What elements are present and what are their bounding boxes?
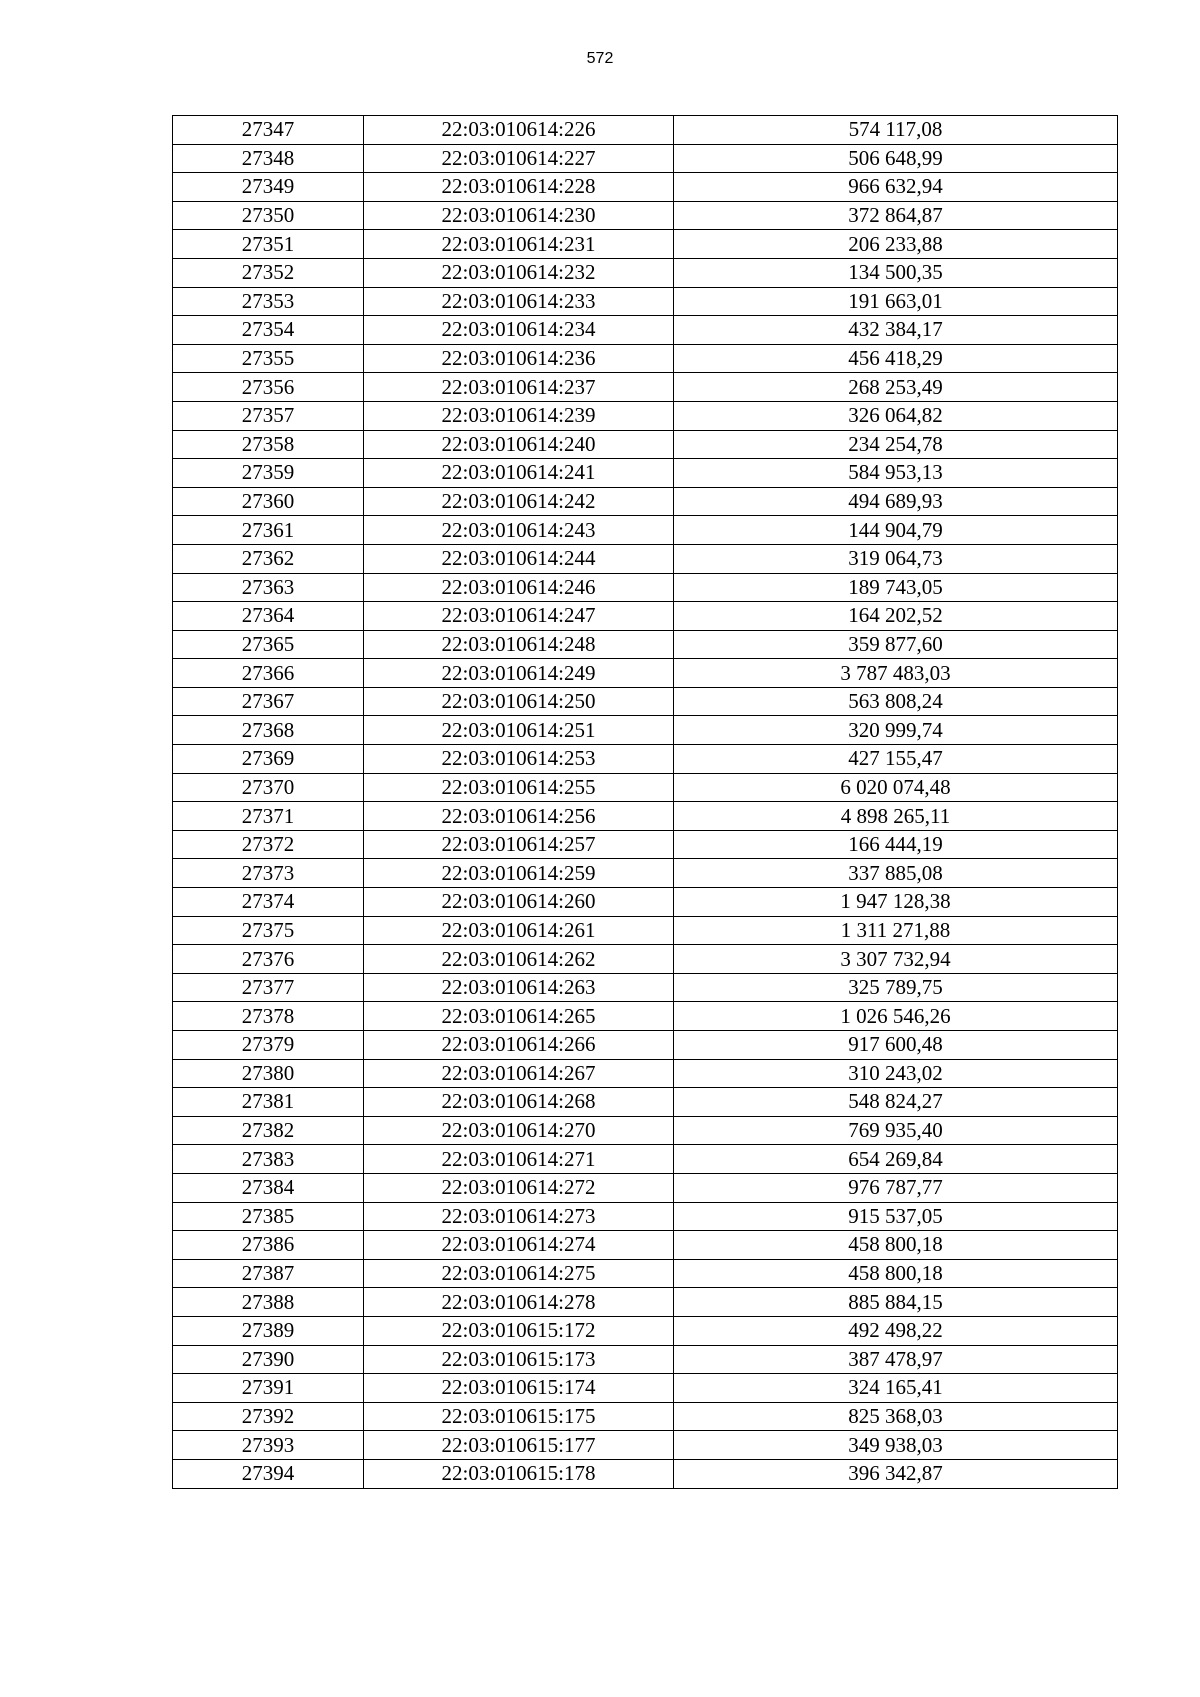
- cadastral-number-cell: 22:03:010614:255: [364, 773, 674, 802]
- table-row: [173, 716, 1118, 745]
- cadastral-number-cell: 22:03:010614:265: [364, 1002, 674, 1031]
- cadastral-number-cell: 22:03:010614:227: [364, 144, 674, 173]
- value-cell: 326 064,82: [674, 401, 1118, 430]
- value-cell: 915 537,05: [674, 1202, 1118, 1231]
- row-number-cell: 27359: [173, 459, 364, 488]
- value-cell: 1 026 546,26: [674, 1002, 1118, 1031]
- cadastral-number-cell: 22:03:010614:236: [364, 344, 674, 373]
- value-cell: 189 743,05: [674, 573, 1118, 602]
- table-row: [173, 173, 1118, 202]
- value-cell: 268 253,49: [674, 373, 1118, 402]
- row-number-cell: 27382: [173, 1116, 364, 1145]
- value-cell: 574 117,08: [674, 116, 1118, 145]
- table-row: [173, 888, 1118, 917]
- cadastral-number-cell: 22:03:010615:173: [364, 1345, 674, 1374]
- cadastral-number-cell: 22:03:010614:270: [364, 1116, 674, 1145]
- table-row: [173, 1459, 1118, 1488]
- table-row: [173, 687, 1118, 716]
- value-cell: 144 904,79: [674, 516, 1118, 545]
- row-number-cell: 27375: [173, 916, 364, 945]
- table-row: [173, 802, 1118, 831]
- value-cell: 234 254,78: [674, 430, 1118, 459]
- table-row: [173, 459, 1118, 488]
- row-number-cell: 27362: [173, 544, 364, 573]
- value-cell: 584 953,13: [674, 459, 1118, 488]
- table-row: [173, 344, 1118, 373]
- table-row: [173, 287, 1118, 316]
- table-row: [173, 373, 1118, 402]
- table-row: [173, 1431, 1118, 1460]
- data-table: [172, 115, 1118, 1489]
- cadastral-number-cell: 22:03:010614:234: [364, 316, 674, 345]
- value-cell: 1 947 128,38: [674, 888, 1118, 917]
- row-number-cell: 27380: [173, 1059, 364, 1088]
- value-cell: 396 342,87: [674, 1459, 1118, 1488]
- row-number-cell: 27354: [173, 316, 364, 345]
- table-row: [173, 230, 1118, 259]
- table-row: [173, 1031, 1118, 1060]
- row-number-cell: 27350: [173, 201, 364, 230]
- value-cell: 387 478,97: [674, 1345, 1118, 1374]
- row-number-cell: 27363: [173, 573, 364, 602]
- value-cell: 6 020 074,48: [674, 773, 1118, 802]
- table-row: [173, 1173, 1118, 1202]
- row-number-cell: 27353: [173, 287, 364, 316]
- row-number-cell: 27356: [173, 373, 364, 402]
- value-cell: 966 632,94: [674, 173, 1118, 202]
- table-row: [173, 745, 1118, 774]
- value-cell: 458 800,18: [674, 1231, 1118, 1260]
- page-number: 572: [586, 50, 614, 67]
- cadastral-number-cell: 22:03:010614:266: [364, 1031, 674, 1060]
- row-number-cell: 27388: [173, 1288, 364, 1317]
- cadastral-number-cell: 22:03:010614:256: [364, 802, 674, 831]
- value-cell: 349 938,03: [674, 1431, 1118, 1460]
- row-number-cell: 27355: [173, 344, 364, 373]
- value-cell: 458 800,18: [674, 1259, 1118, 1288]
- cadastral-number-cell: 22:03:010615:177: [364, 1431, 674, 1460]
- table-row: [173, 430, 1118, 459]
- value-cell: 432 384,17: [674, 316, 1118, 345]
- table-row: [173, 1374, 1118, 1403]
- row-number-cell: 27376: [173, 945, 364, 974]
- row-number-cell: 27349: [173, 173, 364, 202]
- value-cell: 1 311 271,88: [674, 916, 1118, 945]
- value-cell: 310 243,02: [674, 1059, 1118, 1088]
- cadastral-number-cell: 22:03:010615:178: [364, 1459, 674, 1488]
- table-row: [173, 1145, 1118, 1174]
- row-number-cell: 27373: [173, 859, 364, 888]
- row-number-cell: 27374: [173, 888, 364, 917]
- table-row: [173, 401, 1118, 430]
- value-cell: 206 233,88: [674, 230, 1118, 259]
- cadastral-number-cell: 22:03:010614:275: [364, 1259, 674, 1288]
- table-body: [173, 116, 1118, 1489]
- value-cell: 769 935,40: [674, 1116, 1118, 1145]
- value-cell: 456 418,29: [674, 344, 1118, 373]
- row-number-cell: 27358: [173, 430, 364, 459]
- table-row: [173, 487, 1118, 516]
- table-row: [173, 1088, 1118, 1117]
- row-number-cell: 27393: [173, 1431, 364, 1460]
- table-row: [173, 516, 1118, 545]
- row-number-cell: 27391: [173, 1374, 364, 1403]
- cadastral-number-cell: 22:03:010614:253: [364, 745, 674, 774]
- table-row: [173, 1231, 1118, 1260]
- cadastral-number-cell: 22:03:010614:241: [364, 459, 674, 488]
- cadastral-number-cell: 22:03:010614:247: [364, 602, 674, 631]
- row-number-cell: 27377: [173, 973, 364, 1002]
- cadastral-number-cell: 22:03:010614:262: [364, 945, 674, 974]
- table-row: [173, 1345, 1118, 1374]
- value-cell: 492 498,22: [674, 1316, 1118, 1345]
- row-number-cell: 27348: [173, 144, 364, 173]
- value-cell: 191 663,01: [674, 287, 1118, 316]
- cadastral-number-cell: 22:03:010614:246: [364, 573, 674, 602]
- row-number-cell: 27366: [173, 659, 364, 688]
- value-cell: 563 808,24: [674, 687, 1118, 716]
- cadastral-number-cell: 22:03:010614:250: [364, 687, 674, 716]
- value-cell: 548 824,27: [674, 1088, 1118, 1117]
- cadastral-number-cell: 22:03:010614:274: [364, 1231, 674, 1260]
- value-cell: 325 789,75: [674, 973, 1118, 1002]
- cadastral-number-cell: 22:03:010614:272: [364, 1173, 674, 1202]
- row-number-cell: 27390: [173, 1345, 364, 1374]
- cadastral-number-cell: 22:03:010614:278: [364, 1288, 674, 1317]
- table-row: [173, 973, 1118, 1002]
- cadastral-number-cell: 22:03:010614:260: [364, 888, 674, 917]
- row-number-cell: 27386: [173, 1231, 364, 1260]
- value-cell: 494 689,93: [674, 487, 1118, 516]
- table-row: [173, 602, 1118, 631]
- row-number-cell: 27384: [173, 1173, 364, 1202]
- cadastral-number-cell: 22:03:010614:228: [364, 173, 674, 202]
- table-row: [173, 1316, 1118, 1345]
- value-cell: 372 864,87: [674, 201, 1118, 230]
- row-number-cell: 27387: [173, 1259, 364, 1288]
- row-number-cell: 27381: [173, 1088, 364, 1117]
- value-cell: 4 898 265,11: [674, 802, 1118, 831]
- row-number-cell: 27360: [173, 487, 364, 516]
- table-row: [173, 916, 1118, 945]
- table-row: [173, 1002, 1118, 1031]
- value-cell: 427 155,47: [674, 745, 1118, 774]
- value-cell: 320 999,74: [674, 716, 1118, 745]
- cadastral-number-cell: 22:03:010614:237: [364, 373, 674, 402]
- cadastral-number-cell: 22:03:010614:271: [364, 1145, 674, 1174]
- row-number-cell: 27364: [173, 602, 364, 631]
- row-number-cell: 27383: [173, 1145, 364, 1174]
- row-number-cell: 27347: [173, 116, 364, 145]
- cadastral-number-cell: 22:03:010615:172: [364, 1316, 674, 1345]
- table-row: [173, 316, 1118, 345]
- row-number-cell: 27368: [173, 716, 364, 745]
- cadastral-number-cell: 22:03:010614:226: [364, 116, 674, 145]
- value-cell: 3 787 483,03: [674, 659, 1118, 688]
- cadastral-number-cell: 22:03:010614:231: [364, 230, 674, 259]
- cadastral-number-cell: 22:03:010614:240: [364, 430, 674, 459]
- table-row: [173, 1402, 1118, 1431]
- value-cell: 166 444,19: [674, 830, 1118, 859]
- cadastral-number-cell: 22:03:010614:239: [364, 401, 674, 430]
- cadastral-number-cell: 22:03:010614:243: [364, 516, 674, 545]
- cadastral-number-cell: 22:03:010614:248: [364, 630, 674, 659]
- value-cell: 825 368,03: [674, 1402, 1118, 1431]
- value-cell: 885 884,15: [674, 1288, 1118, 1317]
- cadastral-number-cell: 22:03:010614:233: [364, 287, 674, 316]
- row-number-cell: 27378: [173, 1002, 364, 1031]
- cadastral-number-cell: 22:03:010614:259: [364, 859, 674, 888]
- row-number-cell: 27361: [173, 516, 364, 545]
- row-number-cell: 27370: [173, 773, 364, 802]
- row-number-cell: 27394: [173, 1459, 364, 1488]
- value-cell: 506 648,99: [674, 144, 1118, 173]
- cadastral-number-cell: 22:03:010615:174: [364, 1374, 674, 1403]
- cadastral-number-cell: 22:03:010614:251: [364, 716, 674, 745]
- cadastral-number-cell: 22:03:010614:268: [364, 1088, 674, 1117]
- table-row: [173, 1202, 1118, 1231]
- row-number-cell: 27365: [173, 630, 364, 659]
- row-number-cell: 27357: [173, 401, 364, 430]
- cadastral-number-cell: 22:03:010614:257: [364, 830, 674, 859]
- table-row: [173, 258, 1118, 287]
- table-row: [173, 1116, 1118, 1145]
- row-number-cell: 27385: [173, 1202, 364, 1231]
- value-cell: 917 600,48: [674, 1031, 1118, 1060]
- table-row: [173, 830, 1118, 859]
- cadastral-number-cell: 22:03:010614:230: [364, 201, 674, 230]
- table-row: [173, 659, 1118, 688]
- table-row: [173, 144, 1118, 173]
- cadastral-number-cell: 22:03:010614:249: [364, 659, 674, 688]
- row-number-cell: 27352: [173, 258, 364, 287]
- cadastral-number-cell: 22:03:010614:261: [364, 916, 674, 945]
- table-row: [173, 773, 1118, 802]
- table-row: [173, 945, 1118, 974]
- value-cell: 654 269,84: [674, 1145, 1118, 1174]
- table-row: [173, 1259, 1118, 1288]
- value-cell: 324 165,41: [674, 1374, 1118, 1403]
- cadastral-number-cell: 22:03:010614:267: [364, 1059, 674, 1088]
- table-row: [173, 859, 1118, 888]
- value-cell: 337 885,08: [674, 859, 1118, 888]
- row-number-cell: 27389: [173, 1316, 364, 1345]
- cadastral-number-cell: 22:03:010614:263: [364, 973, 674, 1002]
- row-number-cell: 27371: [173, 802, 364, 831]
- cadastral-number-cell: 22:03:010614:273: [364, 1202, 674, 1231]
- table-row: [173, 544, 1118, 573]
- table-row: [173, 116, 1118, 145]
- value-cell: 359 877,60: [674, 630, 1118, 659]
- cadastral-number-cell: 22:03:010614:242: [364, 487, 674, 516]
- table-row: [173, 630, 1118, 659]
- table-row: [173, 1288, 1118, 1317]
- row-number-cell: 27351: [173, 230, 364, 259]
- row-number-cell: 27392: [173, 1402, 364, 1431]
- cadastral-number-cell: 22:03:010615:175: [364, 1402, 674, 1431]
- value-cell: 164 202,52: [674, 602, 1118, 631]
- table-row: [173, 1059, 1118, 1088]
- value-cell: 134 500,35: [674, 258, 1118, 287]
- value-cell: 3 307 732,94: [674, 945, 1118, 974]
- row-number-cell: 27369: [173, 745, 364, 774]
- table-row: [173, 573, 1118, 602]
- row-number-cell: 27379: [173, 1031, 364, 1060]
- value-cell: 976 787,77: [674, 1173, 1118, 1202]
- value-cell: 319 064,73: [674, 544, 1118, 573]
- table-row: [173, 201, 1118, 230]
- row-number-cell: 27367: [173, 687, 364, 716]
- row-number-cell: 27372: [173, 830, 364, 859]
- cadastral-number-cell: 22:03:010614:232: [364, 258, 674, 287]
- cadastral-number-cell: 22:03:010614:244: [364, 544, 674, 573]
